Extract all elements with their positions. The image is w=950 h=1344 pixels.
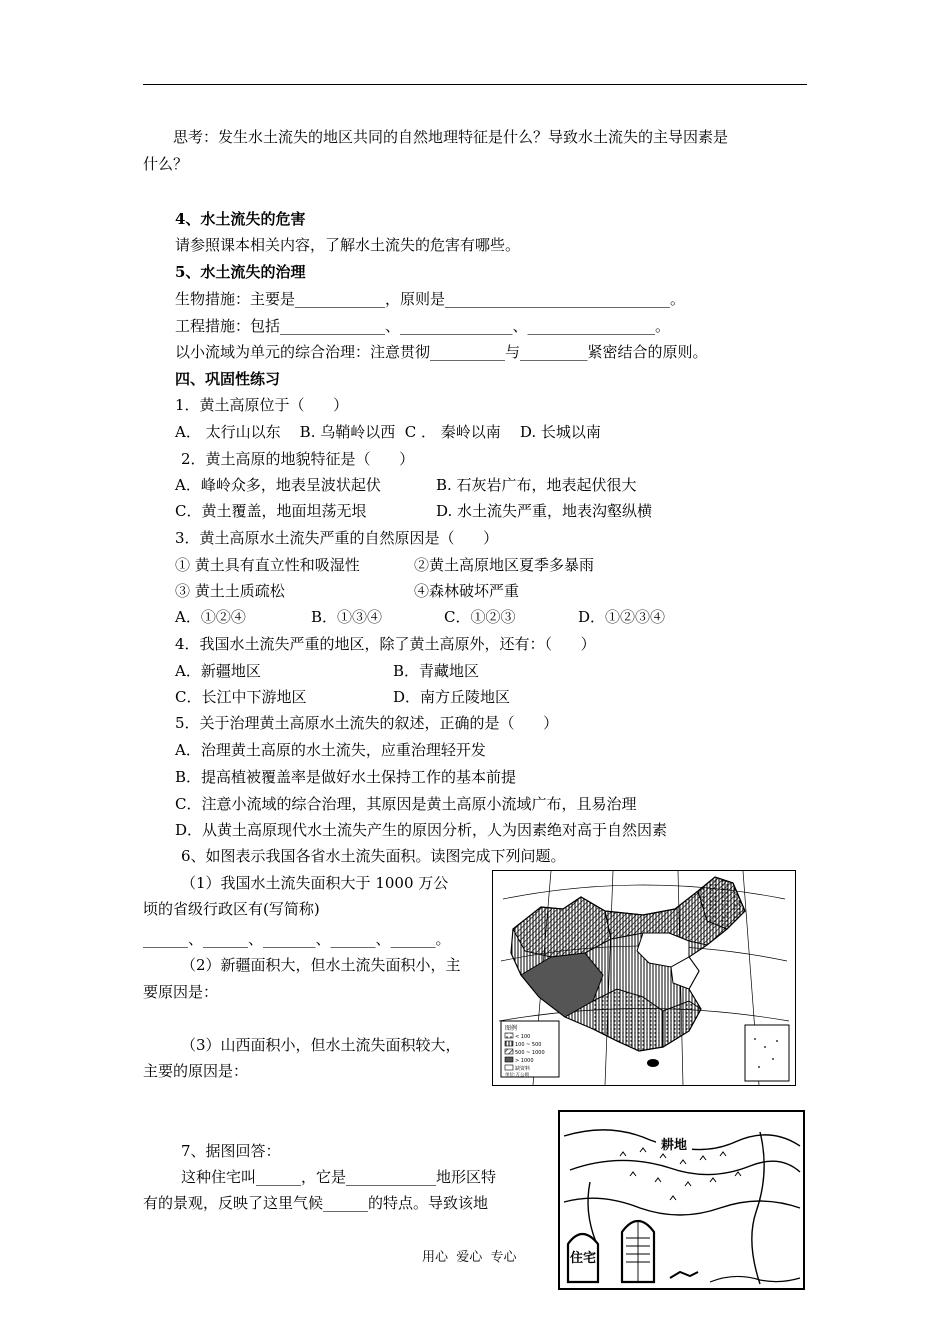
q3-stem: 3．黄土高原水土流失严重的自然原因是（ ） xyxy=(175,529,499,547)
legend-row-3: 500 ~ 1000 xyxy=(515,1050,545,1056)
bio-measures: 生物措施：主要是____________，原则是______________________________。 xyxy=(175,290,686,308)
q1-stem: 1．黄土高原位于（ ） xyxy=(175,396,349,414)
legend-unit: 单位:万公顷 xyxy=(505,1073,530,1078)
q3-item-4: ④森林破坏严重 xyxy=(414,582,520,600)
q4-option-d: D．南方丘陵地区 xyxy=(393,688,511,706)
q5-option-c: C．注意小流域的综合治理，其原因是黄土高原小流域广布，且易治理 xyxy=(175,795,637,813)
q7-stem: 7、据图回答： xyxy=(181,1142,281,1160)
q5-option-d: D．从黄土高原现代水土流失产生的原因分析，人为因素绝对高于自然因素 xyxy=(175,821,668,839)
q3-item-2: ②黄土高原地区夏季多暴雨 xyxy=(414,556,595,574)
q3-option-b: B．①③④ xyxy=(311,608,383,626)
q6-part3-line1: （3）山西面积小，但水土流失面积较大， xyxy=(181,1036,461,1054)
q1-options: A． 太行山以东 B. 乌鞘岭以西 C ． 秦岭以南 D. 长城以南 xyxy=(175,423,601,441)
q6-part1-line1: （1）我国水土流失面积大于 1000 万公 xyxy=(181,874,449,892)
legend-row-2: 100 ~ 500 xyxy=(515,1042,542,1048)
q2-option-d: D. 水土流失严重，地表沟壑纵横 xyxy=(436,502,653,520)
section-4-text: 请参照课本相关内容，了解水土流失的危害有哪些。 xyxy=(175,236,521,254)
house-label: 住宅 xyxy=(569,1251,597,1266)
q7-line-1: 这种住宅叫______，它是____________地形区特 xyxy=(181,1168,497,1186)
engineering-measures: 工程措施：包括______________、_______________、_________________。 xyxy=(175,317,671,335)
q2-option-a: A．峰岭众多，地表呈波状起伏 xyxy=(175,476,381,494)
section-5-heading: 5、水土流失的治理 xyxy=(175,263,306,281)
q2-option-b: B. 石灰岩广布，地表起伏很大 xyxy=(436,476,637,494)
q3-option-c: C．①②③ xyxy=(444,608,516,626)
legend-row-1: < 100 xyxy=(515,1034,531,1040)
practice-heading: 四、巩固性练习 xyxy=(175,370,281,388)
section-4-heading: 4、水土流失的危害 xyxy=(175,210,306,228)
q3-option-a: A．①②④ xyxy=(175,608,246,626)
cave-dwelling-figure xyxy=(558,1110,805,1290)
q7-line-2: 有的景观，反映了这里气候______的特点。导致该地 xyxy=(143,1194,489,1212)
think-line-1: 思考：发生水土流失的地区共同的自然地理特征是什么？导致水土流失的主导因素是 xyxy=(173,128,729,146)
q5-option-a: A．治理黄土高原的水土流失，应重治理轻开发 xyxy=(175,741,486,759)
q6-part2-line1: （2）新疆面积大，但水土流失面积小，主 xyxy=(181,956,461,974)
china-map-drawing xyxy=(493,871,795,1085)
q6-part2-line2: 要原因是： xyxy=(143,983,219,1001)
legend-title: 图例 xyxy=(505,1025,518,1032)
q4-stem: 4．我国水土流失严重的地区，除了黄土高原外，还有：（ ） xyxy=(175,635,596,653)
cave-dwelling-drawing xyxy=(560,1112,803,1288)
think-line-2: 什么？ xyxy=(143,155,189,173)
china-erosion-map xyxy=(492,870,796,1086)
q4-option-c: C．长江中下游地区 xyxy=(175,688,307,706)
legend-row-5: 缺资料 xyxy=(515,1066,531,1072)
q5-stem: 5．关于治理黄土高原水土流失的叙述，正确的是（ ） xyxy=(175,714,559,732)
q3-item-1: ① 黄土具有直立性和吸湿性 xyxy=(175,556,360,574)
q4-option-b: B．青藏地区 xyxy=(393,662,480,680)
q6-part3-line2: 主要的原因是： xyxy=(143,1062,249,1080)
legend-row-4: > 1000 xyxy=(515,1058,534,1064)
field-label: 耕地 xyxy=(660,1138,688,1153)
q5-option-b: B．提高植被覆盖率是做好水土保持工作的基本前提 xyxy=(175,768,517,786)
q6-part1-blanks: ______、______、_______、______、______。 xyxy=(143,930,451,948)
page-footer: 用心 爱心 专心 xyxy=(422,1250,517,1265)
q3-item-3: ③ 黄土土质疏松 xyxy=(175,582,285,600)
q2-option-c: C．黄土覆盖，地面坦荡无垠 xyxy=(175,502,367,520)
q3-option-d: D．①②③④ xyxy=(578,608,666,626)
q6-stem: 6、如图表示我国各省水土流失面积。读图完成下列问题。 xyxy=(181,847,566,865)
q6-part1-line2: 顷的省级行政区有(写简称) xyxy=(143,900,320,918)
q2-stem: 2．黄土高原的地貌特征是（ ） xyxy=(181,450,415,468)
q4-option-a: A．新疆地区 xyxy=(175,662,261,680)
watershed-principle: 以小流域为单元的综合治理：注意贯彻__________与_________紧密结合的原则。 xyxy=(175,343,708,361)
header-rule xyxy=(143,84,807,85)
